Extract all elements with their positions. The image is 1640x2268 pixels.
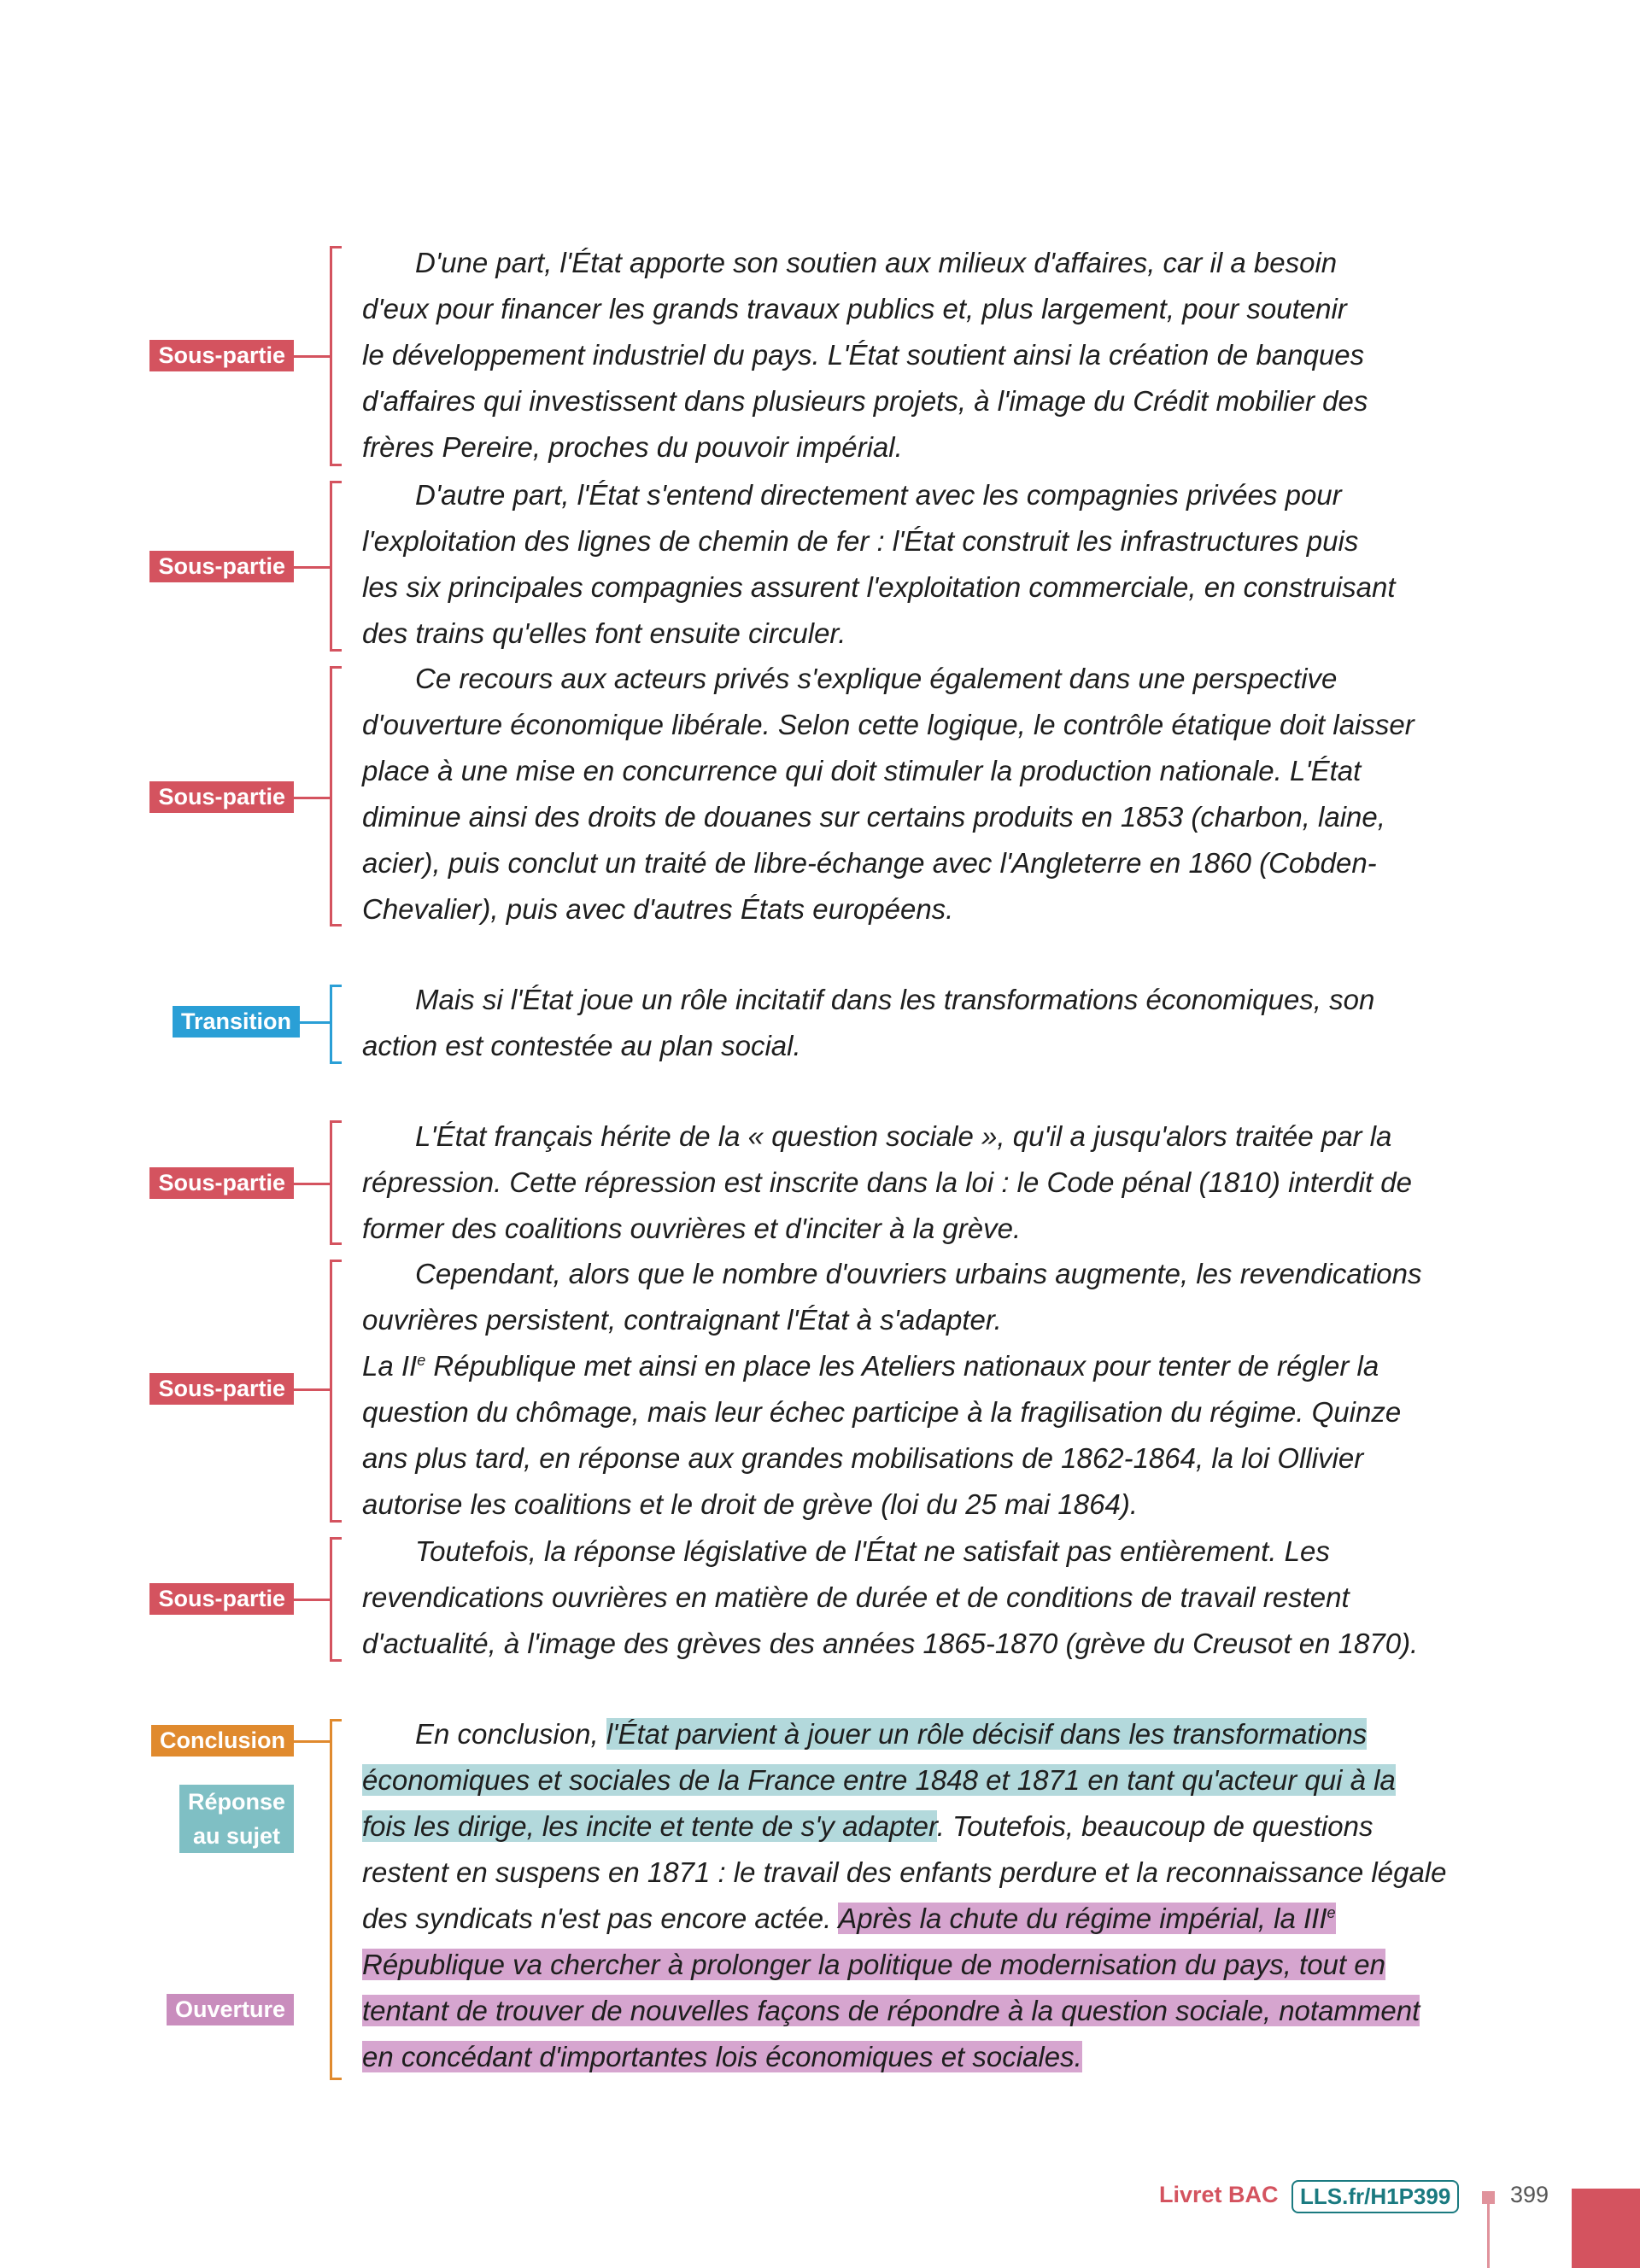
text-line: les six principales compagnies assurent l'exploitation commerciale, en construisant [362, 571, 1396, 603]
label-sous-partie: Sous-partie [149, 781, 294, 813]
connector [294, 1599, 331, 1601]
label-sous-partie: Sous-partie [149, 551, 294, 582]
text-line: acier), puis conclut un traité de libre-échange avec l'Angleterre en 1860 (Cobden- [362, 847, 1377, 879]
bracket [330, 1719, 342, 2080]
text-line: D'autre part, l'État s'entend directement avec les compagnies privées pour [415, 479, 1342, 511]
connector [294, 566, 331, 569]
text: Après la chute du régime impérial, la III [838, 1903, 1327, 1934]
paragraph [362, 472, 1558, 657]
paragraph [362, 977, 1558, 1069]
paragraph [362, 240, 1558, 471]
text-line: question du chômage, mais leur échec participe à la fragilisation du régime. Quinze [362, 1396, 1402, 1428]
bracket [330, 1260, 342, 1523]
text-line: D'une part, l'État apporte son soutien aux milieux d'affaires, car il a besoin [415, 247, 1338, 278]
highlight-ouverture: tentant de trouver de nouvelles façons de répondre à la question sociale, notamment [362, 1995, 1420, 2026]
label-ouverture: Ouverture [167, 1994, 294, 2025]
text-line: d'ouverture économique libérale. Selon cette logique, le contrôle étatique doit laisser [362, 709, 1414, 740]
paragraph [362, 656, 1558, 932]
text: En conclusion, [415, 1718, 606, 1750]
text-line: ans plus tard, en réponse aux grandes mobilisations de 1862-1864, la loi Ollivier [362, 1442, 1364, 1474]
text-line: Chevalier), puis avec d'autres États européens. [362, 893, 954, 925]
text-line [362, 1896, 1558, 1942]
text-line: Cependant, alors que le nombre d'ouvriers urbains augmente, les revendications [415, 1258, 1422, 1289]
text-line: le développement industriel du pays. L'État soutient ainsi la création de banques [362, 339, 1365, 371]
text-line [362, 1757, 1558, 1803]
text-line: répression. Cette répression est inscrite dans la loi : le Code pénal (1810) interdit de [362, 1166, 1412, 1198]
label-sous-partie: Sous-partie [149, 1167, 294, 1199]
highlight-ouverture [838, 1903, 1335, 1934]
text-line: Mais si l'État joue un rôle incitatif dans les transformations économiques, son [415, 984, 1375, 1015]
text: des syndicats n'est pas encore actée. [362, 1903, 839, 1934]
label-line: Réponse [187, 1789, 285, 1815]
highlight-ouverture: en concédant d'importantes lois économiques et sociales. [362, 2041, 1082, 2072]
text-line: former des coalitions ouvrières et d'inciter à la grève. [362, 1213, 1022, 1244]
text-line [362, 1988, 1558, 2034]
text-line [362, 1711, 1558, 1757]
bracket [330, 1537, 342, 1662]
text-line: d'actualité, à l'image des grèves des années 1865-1870 (grève du Creusot en 1870). [362, 1628, 1419, 1659]
text-line: restent en suspens en 1871 : le travail des enfants perdure et la reconnaissance légale [362, 1856, 1447, 1888]
text-line: L'État français hérite de la « question sociale », qu'il a jusqu'alors traitée par la [415, 1120, 1392, 1152]
text-line: d'affaires qui investissent dans plusieurs projets, à l'image du Crédit mobilier des [362, 385, 1368, 417]
bracket [330, 985, 342, 1064]
text-line [362, 1803, 1558, 1850]
label-sous-partie: Sous-partie [149, 1373, 294, 1405]
text-line: frères Pereire, proches du pouvoir impérial. [362, 431, 903, 463]
connector [294, 355, 331, 358]
page-number: 399 [1510, 2182, 1549, 2207]
footer-section-title: Livret BAC [1159, 2182, 1279, 2207]
label-reponse-au-sujet [179, 1785, 294, 1853]
bracket [330, 481, 342, 652]
superscript: e [417, 1352, 426, 1369]
paragraph [362, 1529, 1558, 1667]
label-sous-partie: Sous-partie [149, 340, 294, 371]
text-line [362, 2034, 1558, 2080]
text-line: diminue ainsi des droits de douanes sur certains produits en 1853 (charbon, laine, [362, 801, 1385, 833]
bracket [330, 246, 342, 466]
label-conclusion: Conclusion [151, 1725, 294, 1757]
text-line: place à une mise en concurrence qui doit stimuler la production nationale. L'État [362, 755, 1362, 786]
footer-link[interactable]: LLS.fr/H1P399 [1292, 2180, 1459, 2213]
page-corner-tab [1572, 2189, 1640, 2268]
page-marker-icon [1482, 2191, 1495, 2204]
text-line: ouvrières persistent, contraignant l'État à s'adapter. [362, 1304, 1002, 1336]
connector [294, 1740, 331, 1743]
text-line [362, 1942, 1558, 1988]
text-line: l'exploitation des lignes de chemin de fer : l'État construit les infrastructures puis [362, 525, 1359, 557]
highlight-reponse: fois les dirige, les incite et tente de s'y adapter [362, 1810, 937, 1842]
bracket [330, 666, 342, 926]
conclusion-paragraph [362, 1711, 1558, 2080]
text-line [362, 1343, 1558, 1389]
paragraph [362, 1251, 1558, 1528]
text: La II [362, 1350, 418, 1382]
text-line: des trains qu'elles font ensuite circuler. [362, 617, 846, 649]
text-line: action est contestée au plan social. [362, 1030, 801, 1061]
connector [294, 1388, 331, 1391]
text: République met ainsi en place les Ateliers nationaux pour tenter de régler la [425, 1350, 1379, 1382]
bracket [330, 1120, 342, 1245]
text-line: Ce recours aux acteurs privés s'explique également dans une perspective [415, 663, 1338, 694]
text-line: d'eux pour financer les grands travaux publics et, plus largement, pour soutenir [362, 293, 1347, 324]
superscript: e [1327, 1904, 1336, 1921]
connector [294, 797, 331, 799]
label-line: au sujet [192, 1823, 280, 1849]
connector [294, 1183, 331, 1185]
text: . Toutefois, beaucoup de questions [936, 1810, 1374, 1842]
highlight-ouverture: République va chercher à prolonger la politique de modernisation du pays, tout en [362, 1949, 1385, 1980]
paragraph [362, 1114, 1558, 1252]
label-transition: Transition [173, 1006, 300, 1038]
highlight-reponse: l'État parvient à jouer un rôle décisif dans les transformations [606, 1718, 1368, 1750]
text-line: Toutefois, la réponse législative de l'État ne satisfait pas entièrement. Les [415, 1535, 1330, 1567]
highlight-reponse: économiques et sociales de la France entre 1848 et 1871 en tant qu'acteur qui à la [362, 1764, 1396, 1796]
label-sous-partie: Sous-partie [149, 1583, 294, 1615]
connector [300, 1021, 331, 1024]
text-line: revendications ouvrières en matière de durée et de conditions de travail restent [362, 1581, 1350, 1613]
page-marker-line [1487, 2203, 1490, 2268]
text-line: autorise les coalitions et le droit de grève (loi du 25 mai 1864). [362, 1488, 1138, 1520]
